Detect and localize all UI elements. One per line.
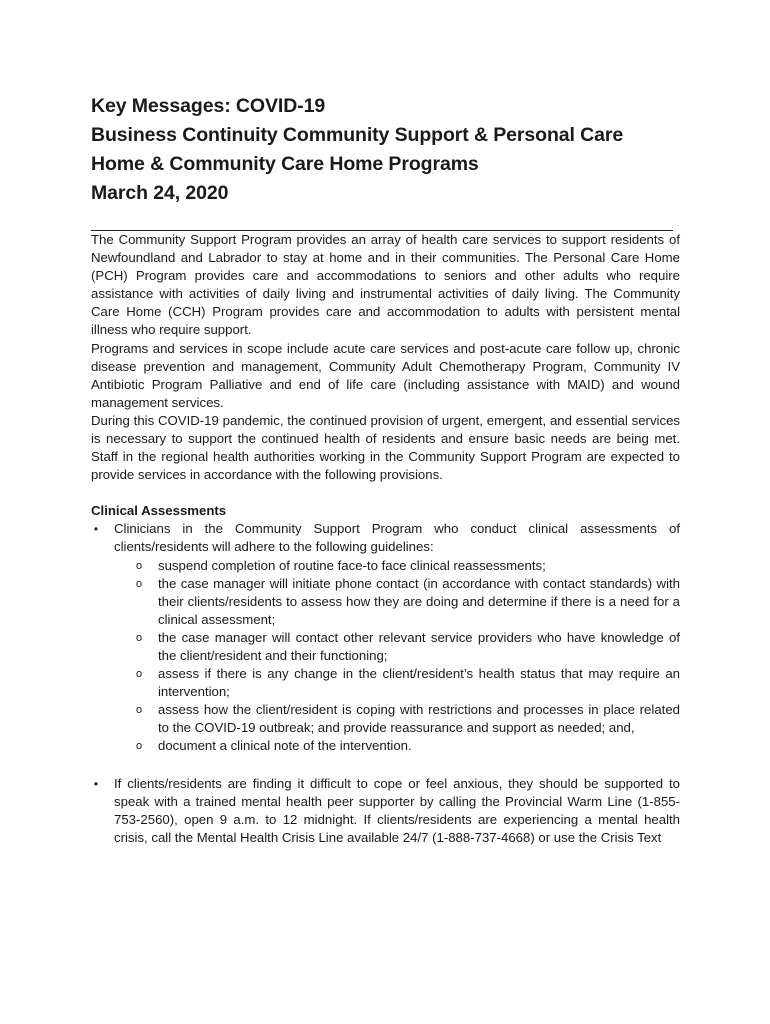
sub-bullet-text: assess how the client/resident is coping with restrictions and processes in place related to the COVID-19 outbreak; and provide reassurance and support as needed; and, <box>158 702 680 736</box>
sub-list-item <box>114 701 680 737</box>
list-item <box>91 775 680 847</box>
sub-bullet-icon: o <box>136 668 143 681</box>
list-item <box>91 520 680 755</box>
bullet-icon: • <box>93 776 99 791</box>
title-line: Business Continuity Community Support & Personal Care <box>91 124 624 146</box>
sub-bullet-text: suspend completion of routine face-to face clinical reassessments; <box>158 557 546 573</box>
sub-bullet-text: the case manager will contact other relevant service providers who have knowledge of the client/resident and their functioning; <box>158 629 680 663</box>
title-line: Home & Community Care Home Programs <box>91 153 479 175</box>
sub-bullet-text: the case manager will initiate phone contact (in accordance with contact standards) with their clients/residents to assess how they are doing and determine if there is a need for a clinical assessment; <box>158 575 680 627</box>
sub-bullet-icon: o <box>136 704 143 717</box>
intro-paragraph: The Community Support Program provides an array of health care services to support residents of Newfoundland and Labrador to stay at home and in their communities. The Personal Care Home (PCH) Program provides care and accommodations to seniors and other adults who require assistance with activities of daily living and instrumental activities of daily living. The Community Care Home (CCH) Program provides care and accommodation to adults with persistent mental illness who require support. <box>91 232 680 338</box>
bullet-list <box>91 520 680 847</box>
sub-bullet-text: assess if there is any change in the client/resident’s health status that may require an intervention; <box>158 666 680 700</box>
document-title <box>91 92 680 208</box>
bullet-text: Clinicians in the Community Support Program who conduct clinical assessments of clients/residents will adhere to the following guidelines: <box>114 521 680 555</box>
sub-list-item <box>114 575 680 629</box>
sub-bullet-icon: o <box>136 559 143 572</box>
bullet-icon: • <box>93 522 99 537</box>
sub-list-item <box>114 737 680 755</box>
document-date: March 24, 2020 <box>91 182 229 204</box>
section-heading-clinical-assessments: Clinical Assessments <box>91 503 227 519</box>
scope-paragraph: Programs and services in scope include acute care services and post-acute care follow up, chronic disease prevention and management, Community Adult Chemotherapy Program, Community IV Antibiotic Program Palliative and end of life care (including assistance with MAID) and wound management services. <box>91 340 680 410</box>
sub-bullet-icon: o <box>136 631 143 644</box>
sub-list-item <box>114 629 680 665</box>
sub-bullet-icon: o <box>136 577 143 590</box>
sub-bullet-list <box>114 557 680 756</box>
bullet-text: If clients/residents are finding it difficult to cope or feel anxious, they should be supported to speak with a trained mental health peer supporter by calling the Provincial Warm Line (1-855-753-2560), open 9 a.m. to 12 midnight. If clients/residents are experiencing a mental health crisis, call the Mental Health Crisis Line available 24/7 (1-888-737-4668) or use the Crisis Text <box>114 775 680 845</box>
sub-list-item <box>114 665 680 701</box>
sub-list-item <box>114 557 680 575</box>
document-page <box>91 92 680 847</box>
sub-bullet-text: document a clinical note of the intervention. <box>158 738 412 754</box>
pandemic-paragraph: During this COVID-19 pandemic, the continued provision of urgent, emergent, and essential services is necessary to support the continued health of residents and ensure basic needs are being met. Staff in the regional health authorities working in the Community Support Program are expected to provide services in accordance with the following provisions. <box>91 412 680 483</box>
sub-bullet-icon: o <box>136 740 143 753</box>
title-line: Key Messages: COVID-19 <box>91 95 326 117</box>
